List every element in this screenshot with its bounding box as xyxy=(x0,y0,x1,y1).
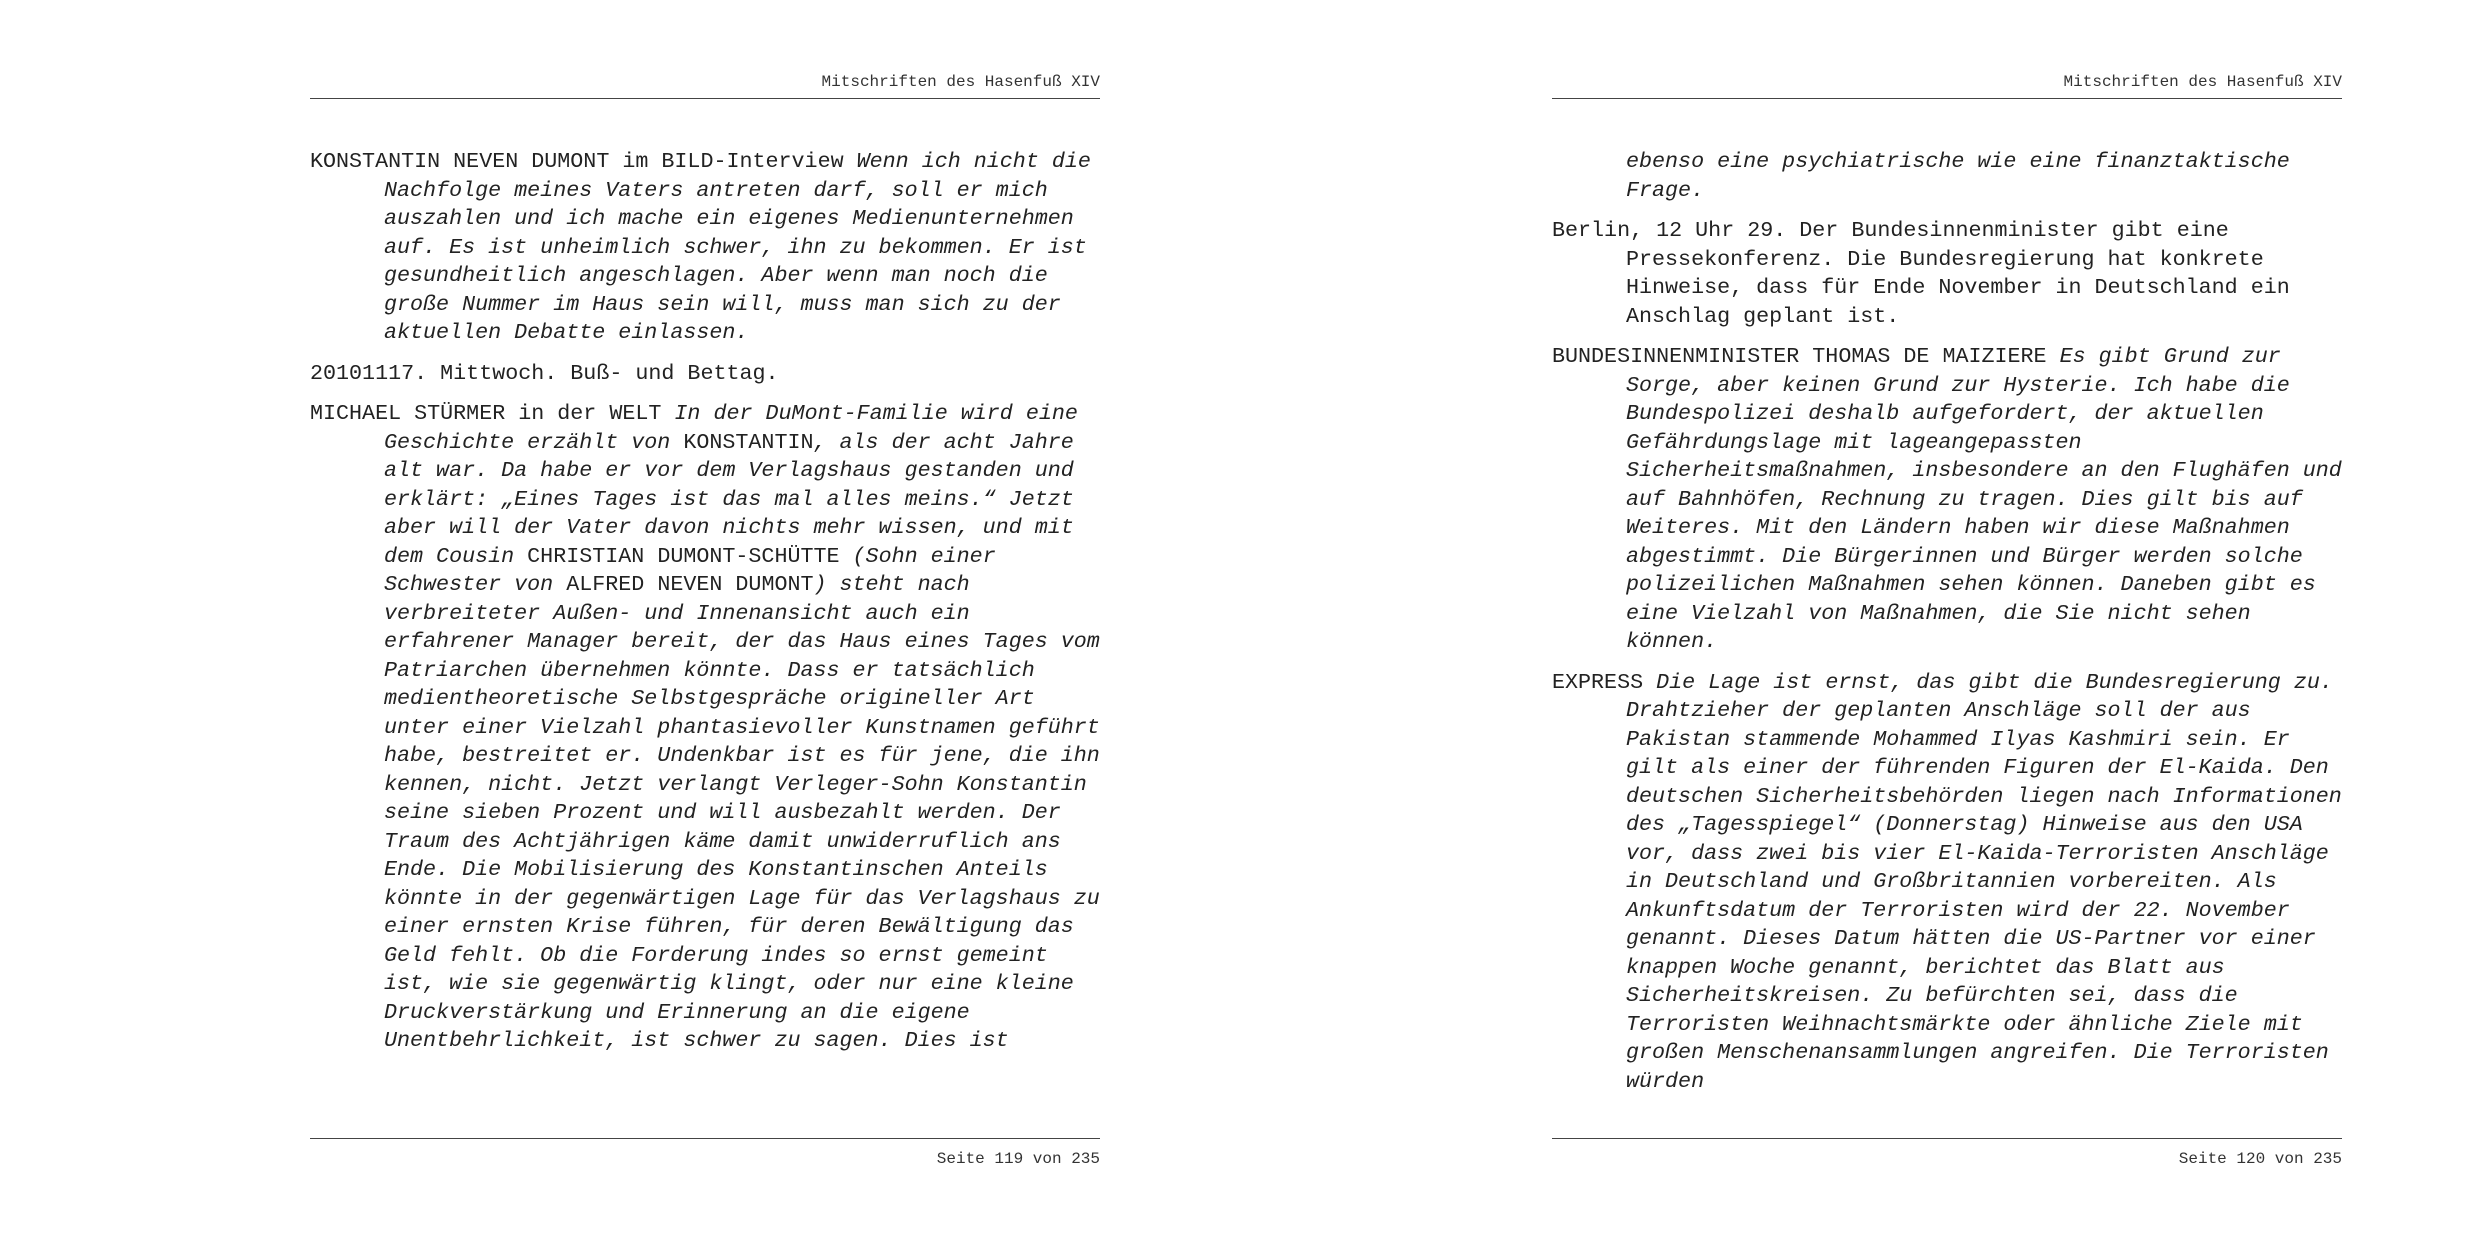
name-konstantin: KONSTANTIN xyxy=(683,429,814,455)
page-body xyxy=(1552,148,2342,1108)
header-rule xyxy=(310,98,1100,99)
page-number: Seite 120 von 235 xyxy=(2178,1150,2342,1168)
right-page xyxy=(1552,0,2342,1240)
paragraph-date: 20101117. Mittwoch. Buß- und Bettag. xyxy=(310,360,779,386)
paragraph-express xyxy=(1552,669,2342,1097)
paragraph-continuation xyxy=(1552,148,2342,205)
running-head: Mitschriften des Hasenfuß XIV xyxy=(2063,73,2342,91)
speaker-lead: KONSTANTIN NEVEN DUMONT im BILD-Interview xyxy=(310,149,857,174)
quote-text: (Sohn einer Schwester von xyxy=(384,543,996,597)
quote-text: Wenn ich nicht die Nachfolge meines Vaters antreten darf, soll er mich auszahlen und ich mache ein eigenes Medienunternehmen auf. Es ist unheimlich schwer, ihn zu bekommen. Er ist gesundheitlich angeschlagen. Aber wenn man noch die große Nummer im Haus sein will, muss man sich zu der aktuellen Debatte einlassen. xyxy=(384,149,1091,345)
quote-text: , als der acht Jahre alt war. Da habe er vor dem Verlagshaus gestanden und erklärt: „Eines Tages ist das mal alles meins.“ Jetzt aber will der Vater davon nichts mehr wissen, und mit dem Cousin xyxy=(384,429,1074,569)
left-page xyxy=(310,0,1100,1240)
paragraph-dumont-interview xyxy=(310,148,1100,348)
quote-text: ebenso eine psychiatrische wie eine finanztaktische Frage. xyxy=(1626,149,2290,203)
paragraph-de-maiziere xyxy=(1552,343,2342,657)
running-head: Mitschriften des Hasenfuß XIV xyxy=(821,73,1100,91)
name-alfred: ALFRED NEVEN DUMONT xyxy=(566,572,814,597)
name-christian: CHRISTIAN DUMONT-SCHÜTTE xyxy=(527,543,840,569)
quote-text: Die Lage ist ernst, das gibt die Bundesregierung zu. Drahtzieher der geplanten Anschläge soll der aus Pakistan stammende Mohammed Ilyas Kashmiri sein. Er gilt als einer der führenden Figuren der El-Kaida. Den deutschen Sicherheitsbehörden liegen nach Informationen des „Tagesspiegel“ (Donnerstag) Hinweise aus den USA vor, dass zwei bis vier El-Kaida-Terroristen Anschläge in Deutschland und Großbritannien vorbereiten. Als Ankunftsdatum der Terroristen wird der 22. November genannt. Dieses Datum hätten die US-Partner vor einer knappen Woche genannt, berichtet das Blatt aus Sicherheitskreisen. Zu befürchten sei, dass die Terroristen Weihnachtsmärkte oder ähnliche Ziele mit großen Menschenansammlungen angreifen. Die Terroristen würden xyxy=(1626,669,2342,1094)
footer-rule xyxy=(310,1138,1100,1139)
paragraph-stuermer xyxy=(310,400,1100,1056)
paragraph-berlin: Berlin, 12 Uhr 29. Der Bundesinnenminister gibt eine Pressekonferenz. Die Bundesregierung hat konkrete Hinweise, dass für Ende November in Deutschland ein Anschlag geplant ist. xyxy=(1552,218,2290,329)
speaker-lead: BUNDESINNENMINISTER THOMAS DE MAIZIERE xyxy=(1552,344,2060,369)
quote-text: Es gibt Grund zur Sorge, aber keinen Grund zur Hysterie. Ich habe die Bundespolizei deshalb aufgefordert, der aktuellen Gefährdungslage mit lageangepassten Sicherheitsmaßnahmen, insbesondere an den Flughäfen und auf Bahnhöfen, Rechnung zu tragen. Dies gilt bis auf Weiteres. Mit den Ländern haben wir diese Maßnahmen abgestimmt. Die Bürgerinnen und Bürger werden solche polizeilichen Maßnahmen sehen können. Daneben gibt es eine Vielzahl von Maßnahmen, die Sie nicht sehen können. xyxy=(1626,344,2342,654)
quote-text: ) steht nach verbreiteter Außen- und Innenansicht auch ein erfahrener Manager bereit, der das Haus eines Tages vom Patriarchen übernehmen könnte. Dass er tatsächlich medientheoretische Selbstgespräche origineller Art unter einer Vielzahl phantasievoller Kunstnamen geführt habe, bestreitet er. Undenkbar ist es für jene, die ihn kennen, nicht. Jetzt verlangt Verleger-Sohn Konstantin seine sieben Prozent und will ausbezahlt werden. Der Traum des Achtjährigen käme damit unwiderruflich ans Ende. Die Mobilisierung des Konstantinschen Anteils könnte in der gegenwärtigen Lage für das Verlagshaus zu einer ernsten Krise führen, für deren Bewältigung das Geld fehlt. Ob die Forderung indes so ernst gemeint ist, wie sie gegenwärtig klingt, oder nur eine kleine Druckverstärkung und Erinnerung an die eigene Unentbehrlichkeit, ist schwer zu sagen. Dies ist xyxy=(384,572,1100,1053)
page-body xyxy=(310,148,1100,1068)
speaker-lead: MICHAEL STÜRMER in der WELT xyxy=(310,401,675,426)
header-rule xyxy=(1552,98,2342,99)
page-number: Seite 119 von 235 xyxy=(936,1150,1100,1168)
footer-rule xyxy=(1552,1138,2342,1139)
quote-text: In der DuMont-Familie wird eine Geschichte erzählt von xyxy=(384,401,1078,455)
speaker-lead: EXPRESS xyxy=(1552,669,1657,695)
